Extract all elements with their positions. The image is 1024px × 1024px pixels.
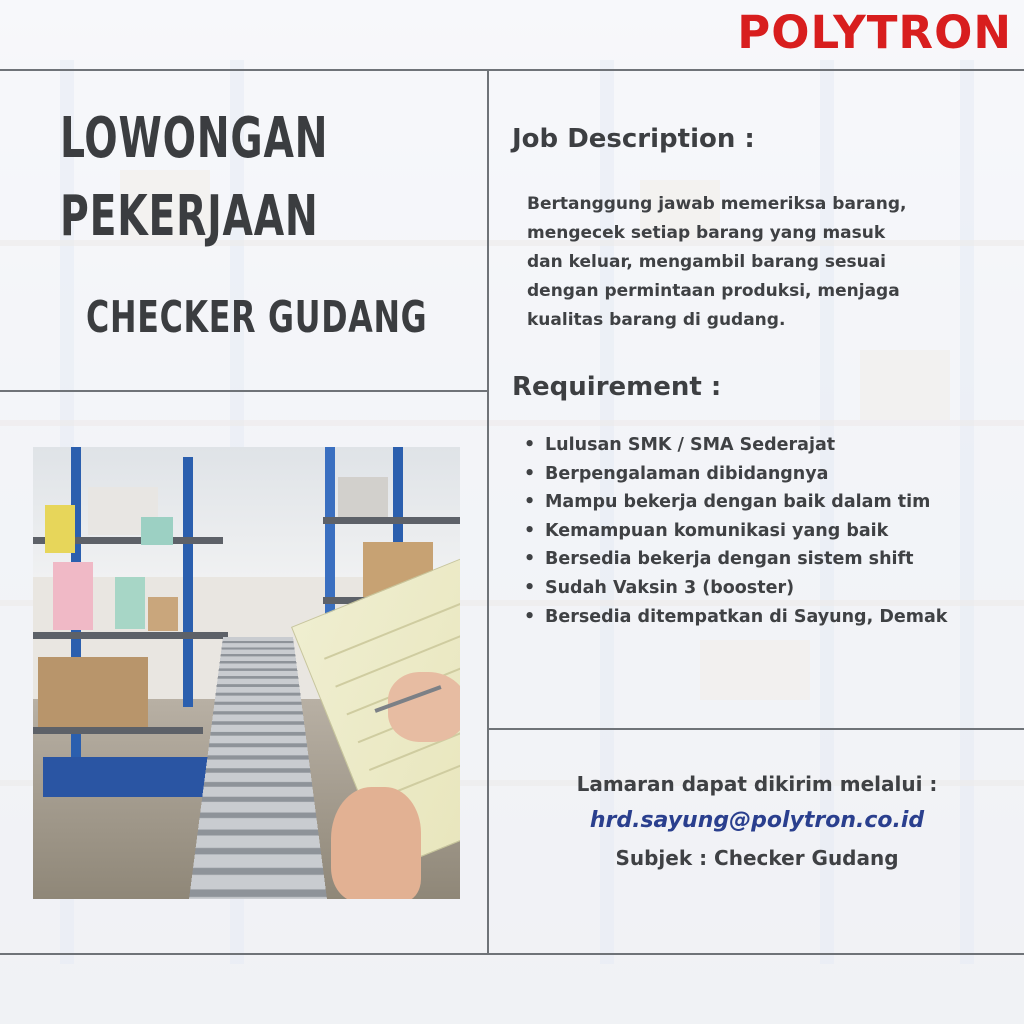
position-title: CHECKER GUDANG: [86, 292, 428, 343]
desc-line: dengan permintaan produksi, menjaga: [527, 281, 900, 301]
bullet-icon: •: [524, 606, 536, 627]
bullet-icon: •: [524, 435, 536, 455]
bullet-icon: •: [524, 520, 536, 541]
job-description-text: [527, 190, 997, 335]
frame-vertical-divider: [487, 69, 489, 955]
list-item: • Mampu bekerja dengan baik dalam tim: [524, 488, 947, 517]
frame-left-divider: [0, 390, 488, 392]
frame-top-line: [0, 69, 1024, 71]
title-line-1: LOWONGAN: [60, 106, 329, 171]
apply-intro: Lamaran dapat dikirim melalui :: [576, 772, 938, 796]
frame-right-divider: [488, 728, 1024, 730]
page-title: [60, 100, 328, 256]
list-item: • Sudah Vaksin 3 (booster): [524, 574, 947, 603]
desc-line: dan keluar, mengambil barang sesuai: [527, 252, 887, 272]
desc-line: mengecek setiap barang yang masuk: [527, 223, 886, 243]
bullet-icon: •: [524, 577, 536, 598]
polytron-logo: POLYTRON: [737, 6, 1012, 59]
list-item: • Bersedia bekerja dengan sistem shift: [524, 545, 947, 574]
title-line-2: PEKERJAAN: [60, 184, 319, 249]
job-description-heading: Job Description :: [512, 124, 755, 154]
list-item: • Kemampuan komunikasi yang baik: [524, 517, 947, 546]
apply-email[interactable]: hrd.sayung@polytron.co.id: [589, 808, 925, 833]
bullet-icon: •: [524, 549, 536, 570]
apply-subject: Subjek : Checker Gudang: [615, 846, 899, 870]
desc-line: Bertanggung jawab memeriksa barang,: [527, 194, 907, 214]
list-item: • Berpengalaman dibidangnya: [524, 460, 947, 489]
desc-line: kualitas barang di gudang.: [527, 310, 786, 330]
warehouse-photo: [33, 447, 460, 899]
bullet-icon: •: [524, 463, 536, 484]
frame-bottom-line: [0, 953, 1024, 955]
requirement-list: [524, 431, 947, 631]
list-item: • Bersedia ditempatkan di Sayung, Demak: [524, 603, 947, 632]
requirement-heading: Requirement :: [512, 372, 722, 402]
bullet-icon: •: [524, 492, 536, 513]
list-item: • Lulusan SMK / SMA Sederajat: [524, 431, 947, 460]
